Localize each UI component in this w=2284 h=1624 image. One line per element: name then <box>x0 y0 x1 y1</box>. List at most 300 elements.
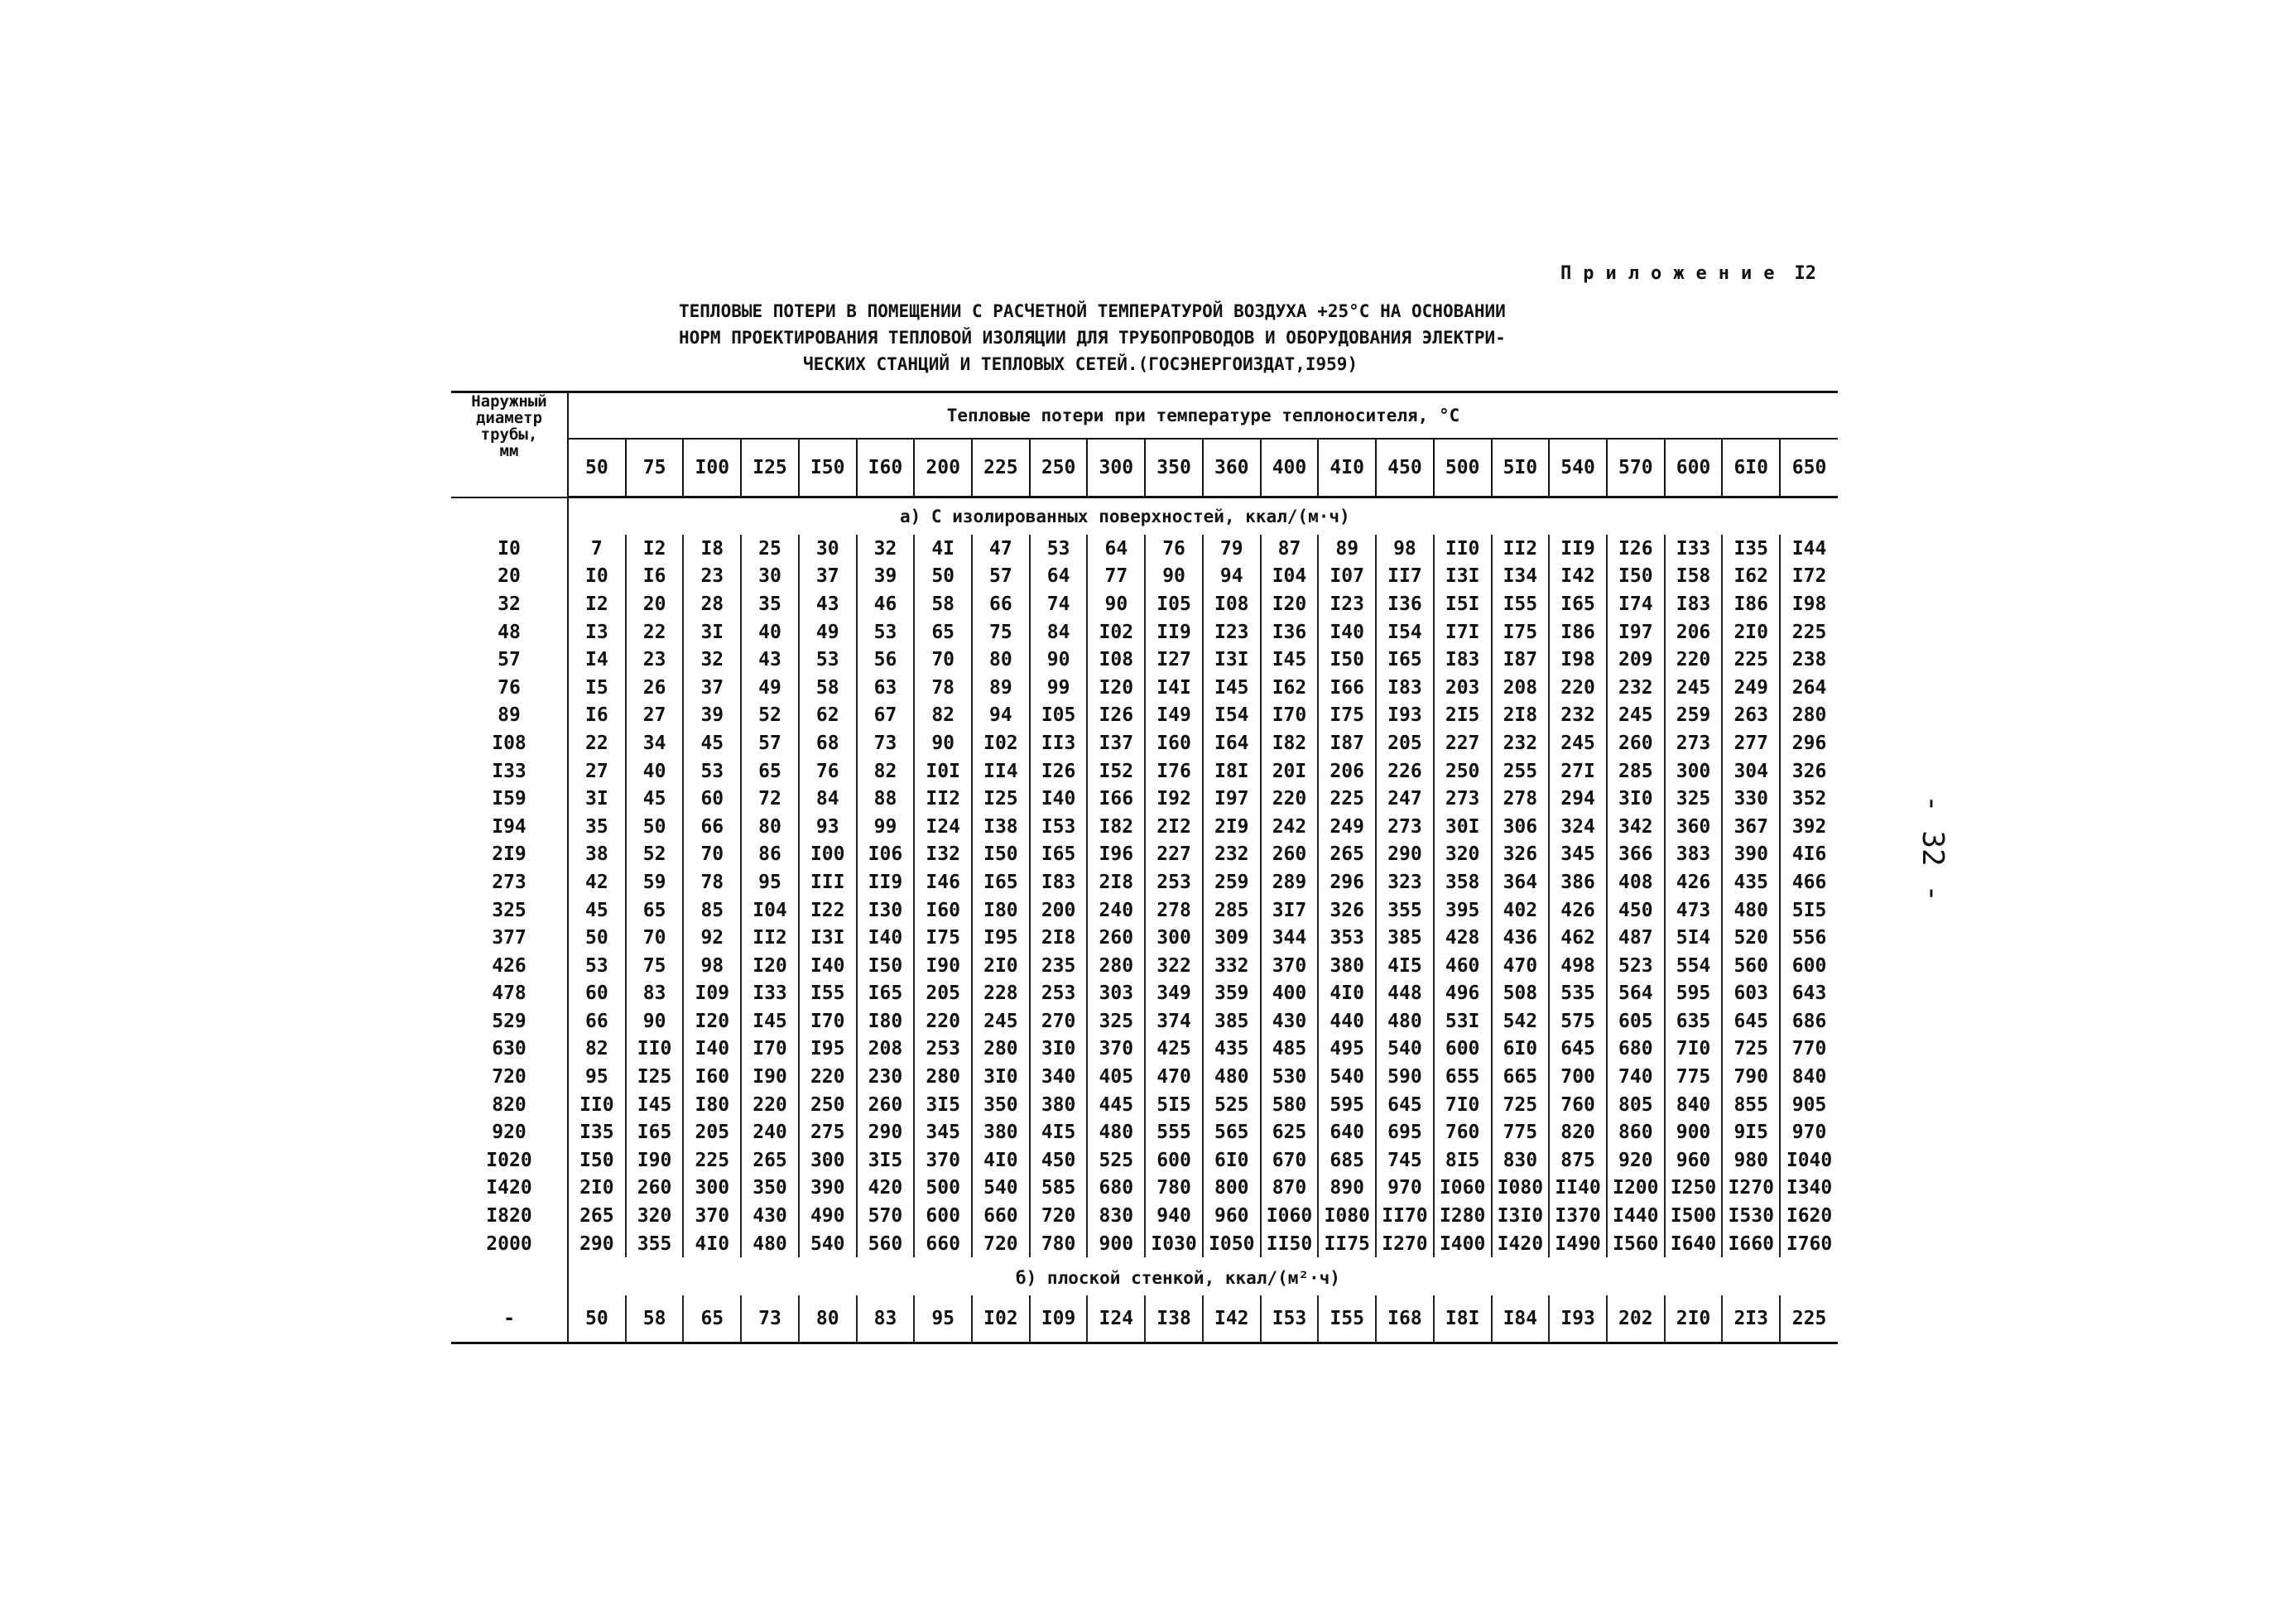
heat-loss-cell: 56 <box>857 646 915 674</box>
heat-loss-cell: 325 <box>1087 1007 1145 1035</box>
heat-loss-cell: 65 <box>741 757 799 786</box>
heat-loss-cell: 2I0 <box>579 1177 614 1199</box>
diameter-cell: - <box>451 1295 568 1343</box>
heat-loss-cell: 278 <box>1145 896 1203 925</box>
heat-loss-cell: I440 <box>1607 1202 1665 1230</box>
temperature-header-cell: 75 <box>626 439 684 497</box>
heat-loss-cell: I40 <box>799 952 857 980</box>
heat-loss-cell: 385 <box>1376 924 1434 952</box>
diameter-cell: 273 <box>451 868 568 896</box>
heat-loss-cell: I70 <box>1261 702 1319 730</box>
heat-loss-cell: I72 <box>1780 563 1838 591</box>
heat-loss-cell: I46 <box>914 868 972 896</box>
table-row <box>451 1146 1838 1175</box>
heat-loss-cell: I83 <box>1030 868 1088 896</box>
heat-loss-cell: I58 <box>1665 563 1723 591</box>
heat-loss-cell: I06 <box>857 841 915 869</box>
heat-loss-cell: I09 <box>683 980 741 1008</box>
table-row <box>451 563 1838 591</box>
heat-loss-cell: 53 <box>585 954 608 977</box>
appendix-word: Приложение <box>1560 263 1786 284</box>
heat-loss-cell: 79 <box>1203 535 1261 563</box>
heat-loss-cell: I8 <box>683 535 741 563</box>
heat-loss-cell: I90 <box>741 1063 799 1091</box>
heat-loss-cell: I0 <box>585 565 608 588</box>
heat-loss-cell: 370 <box>1087 1035 1145 1064</box>
heat-loss-cell: 480 <box>1722 896 1780 925</box>
heat-loss-cell: I65 <box>972 868 1030 896</box>
heat-loss-cell: 383 <box>1665 841 1723 869</box>
heat-loss-cell: II9 <box>1145 618 1203 646</box>
corner-line: трубы, <box>480 425 538 444</box>
table-row <box>451 841 1838 869</box>
heat-loss-cell: 45 <box>626 785 684 813</box>
diameter-cell: 377 <box>451 924 568 952</box>
heat-loss-cell: II70 <box>1376 1202 1434 1230</box>
heat-loss-cell: 686 <box>1780 1007 1838 1035</box>
heat-loss-cell: II0 <box>626 1035 684 1064</box>
heat-loss-cell: 498 <box>1549 952 1607 980</box>
heat-loss-cell: 560 <box>1722 952 1780 980</box>
heat-loss-cell: I640 <box>1665 1230 1723 1258</box>
heat-loss-cell: 75 <box>972 618 1030 646</box>
heat-loss-cell: 225 <box>683 1146 741 1175</box>
heat-loss-cell: 535 <box>1549 980 1607 1008</box>
heat-loss-cell: I54 <box>1376 618 1434 646</box>
heat-loss-cell: 280 <box>1780 702 1838 730</box>
heat-loss-cell: 50 <box>568 1295 626 1343</box>
heat-loss-cell: 980 <box>1722 1146 1780 1175</box>
heat-loss-cell: I3I <box>799 924 857 952</box>
heat-loss-cell: I33 <box>1665 535 1723 563</box>
heat-loss-cell: 830 <box>1492 1146 1550 1175</box>
title-line-3: ЧЕСКИХ СТАНЦИЙ И ТЕПЛОВЫХ СЕТЕЙ.(ГОСЭНЕРГОИЗДАТ,I959) <box>803 354 1358 374</box>
heat-loss-cell: 265 <box>579 1205 614 1228</box>
heat-loss-cell: 47 <box>972 535 1030 563</box>
heat-loss-cell: 635 <box>1665 1007 1723 1035</box>
heat-loss-cell: 595 <box>1665 980 1723 1008</box>
heat-loss-cell: I74 <box>1607 590 1665 618</box>
heat-loss-cell: 82 <box>585 1038 608 1060</box>
heat-loss-cell: I80 <box>857 1007 915 1035</box>
heat-loss-cell: I95 <box>799 1035 857 1064</box>
heat-loss-cell: 800 <box>1203 1175 1261 1203</box>
heat-loss-cell: 43 <box>799 590 857 618</box>
heat-loss-cell: 232 <box>1607 674 1665 702</box>
heat-loss-cell: I98 <box>1549 646 1607 674</box>
heat-loss-cell: 64 <box>1087 535 1145 563</box>
heat-loss-cell: I45 <box>1261 646 1319 674</box>
heat-loss-cell: 366 <box>1607 841 1665 869</box>
heat-loss-cell: 428 <box>1434 924 1492 952</box>
section-b-caption-row <box>451 1261 1838 1295</box>
heat-loss-cell: 640 <box>1318 1118 1376 1146</box>
heat-loss-cell: 76 <box>799 757 857 786</box>
heat-loss-cell: II0 <box>1434 535 1492 563</box>
heat-loss-cell: I84 <box>1492 1295 1550 1343</box>
corner-line: Наружный <box>471 392 547 411</box>
heat-loss-cell: I3 <box>585 621 608 643</box>
heat-loss-cell: I83 <box>1665 590 1723 618</box>
heat-loss-cell: 240 <box>741 1118 799 1146</box>
heat-loss-cell: I54 <box>1203 702 1261 730</box>
heat-loss-cell: 342 <box>1607 813 1665 841</box>
heat-loss-cell: 260 <box>1607 729 1665 757</box>
heat-loss-cell: I34 <box>1492 563 1550 591</box>
heat-loss-cell: I26 <box>1607 535 1665 563</box>
heat-loss-cell: 2I2 <box>1145 813 1203 841</box>
heat-loss-cell: 3I7 <box>1261 896 1319 925</box>
heat-loss-cell: 359 <box>1203 980 1261 1008</box>
heat-loss-cell: 30 <box>799 535 857 563</box>
heat-loss-cell: 325 <box>1665 785 1723 813</box>
heat-loss-cell: 242 <box>1261 813 1319 841</box>
heat-loss-cell: 260 <box>1261 841 1319 869</box>
heat-loss-cell: 28 <box>683 590 741 618</box>
heat-loss-cell: 4I0 <box>972 1146 1030 1175</box>
heat-loss-cell: I64 <box>1203 729 1261 757</box>
temperature-group-header: Тепловые потери при температуре теплоносителя, °С <box>568 392 1838 440</box>
heat-loss-cell: 94 <box>972 702 1030 730</box>
heat-loss-cell: 98 <box>1376 535 1434 563</box>
heat-loss-cell: I55 <box>799 980 857 1008</box>
heat-loss-cell: 93 <box>799 813 857 841</box>
heat-loss-cell: I24 <box>1087 1295 1145 1343</box>
heat-loss-cell: I04 <box>1261 563 1319 591</box>
table-row <box>451 813 1838 841</box>
heat-loss-cell: 84 <box>799 785 857 813</box>
heat-loss-cell: I370 <box>1549 1202 1607 1230</box>
section-a-body <box>451 497 1838 1258</box>
heat-loss-cell: 220 <box>799 1063 857 1091</box>
heat-loss-cell: 700 <box>1549 1063 1607 1091</box>
heat-loss-cell: I97 <box>1607 618 1665 646</box>
heat-loss-cell: III <box>799 868 857 896</box>
heat-loss-cell: 426 <box>1549 896 1607 925</box>
heat-loss-cell: 3I0 <box>1607 785 1665 813</box>
heat-loss-cell: II2 <box>1492 535 1550 563</box>
heat-loss-cell: 4I <box>914 535 972 563</box>
heat-loss-cell: 6I0 <box>1492 1035 1550 1064</box>
heat-loss-cell: I060 <box>1261 1202 1319 1230</box>
heat-loss-cell: 9I5 <box>1722 1118 1780 1146</box>
heat-loss-cell: I55 <box>1492 590 1550 618</box>
heat-loss-cell: 670 <box>1261 1146 1319 1175</box>
heat-loss-cell: I35 <box>579 1122 614 1144</box>
heat-loss-cell: 3I <box>585 788 608 810</box>
heat-loss-cell: 3I5 <box>857 1146 915 1175</box>
heat-loss-cell: 600 <box>1145 1146 1203 1175</box>
heat-loss-cell: I23 <box>1203 618 1261 646</box>
heat-loss-cell: 240 <box>1087 896 1145 925</box>
heat-loss-cell: 875 <box>1549 1146 1607 1175</box>
heat-loss-cell: 3I0 <box>1030 1035 1088 1064</box>
heat-loss-cell: I26 <box>1030 757 1088 786</box>
heat-loss-cell: 40 <box>626 757 684 786</box>
heat-loss-cell: 370 <box>1261 952 1319 980</box>
heat-loss-cell: 345 <box>1549 841 1607 869</box>
heat-loss-cell: 480 <box>1203 1063 1261 1091</box>
table-row <box>451 896 1838 925</box>
heat-loss-cell: 760 <box>1434 1118 1492 1146</box>
heat-loss-cell: 259 <box>1665 702 1723 730</box>
heat-loss-cell: 405 <box>1087 1063 1145 1091</box>
heat-loss-cell: 30I <box>1434 813 1492 841</box>
heat-loss-cell: 68 <box>799 729 857 757</box>
heat-loss-cell: 296 <box>1318 868 1376 896</box>
heat-loss-cell: 58 <box>799 674 857 702</box>
heat-loss-cell: 265 <box>741 1146 799 1175</box>
heat-loss-cell: 42 <box>585 871 608 893</box>
heat-loss-cell: 260 <box>626 1175 684 1203</box>
heat-loss-cell: I3I <box>1434 563 1492 591</box>
heat-loss-cell: I02 <box>972 729 1030 757</box>
heat-loss-cell: I60 <box>914 896 972 925</box>
heat-loss-cell: 480 <box>1087 1118 1145 1146</box>
heat-loss-cell: I760 <box>1780 1230 1838 1258</box>
heat-loss-cell: 645 <box>1376 1091 1434 1119</box>
heat-loss-cell: 263 <box>1722 702 1780 730</box>
table-row <box>451 646 1838 674</box>
heat-loss-cell: 300 <box>683 1175 741 1203</box>
heat-loss-cell: 350 <box>972 1091 1030 1119</box>
heat-loss-cell: I20 <box>741 952 799 980</box>
title-line-2: НОРМ ПРОЕКТИРОВАНИЯ ТЕПЛОВОЙ ИЗОЛЯЦИИ ДЛЯ ТРУБОПРОВОДОВ И ОБОРУДОВАНИЯ ЭЛЕКТРИ- <box>679 328 1506 348</box>
heat-loss-cell: 249 <box>1722 674 1780 702</box>
heat-loss-cell: I76 <box>1145 757 1203 786</box>
heat-loss-cell: 66 <box>585 1010 608 1032</box>
heat-loss-cell: 89 <box>1318 535 1376 563</box>
heat-loss-cell: I500 <box>1665 1202 1723 1230</box>
heat-loss-cell: 680 <box>1607 1035 1665 1064</box>
heat-loss-cell: 90 <box>626 1007 684 1035</box>
heat-loss-cell: 600 <box>1434 1035 1492 1064</box>
heat-loss-cell: 26 <box>626 674 684 702</box>
heat-loss-cell: 540 <box>1376 1035 1434 1064</box>
heat-loss-cell: 665 <box>1492 1063 1550 1091</box>
heat-loss-cell: 65 <box>626 896 684 925</box>
heat-loss-cell: I32 <box>914 841 972 869</box>
heat-loss-cell: I80 <box>972 896 1030 925</box>
heat-loss-cell: 23 <box>626 646 684 674</box>
heat-loss-cell: 40 <box>741 618 799 646</box>
heat-loss-cell: 50 <box>585 927 608 949</box>
heat-loss-cell: 52 <box>626 841 684 869</box>
heat-loss-cell: 805 <box>1607 1091 1665 1119</box>
temperature-header-cell: 4I0 <box>1318 439 1376 497</box>
table-row <box>451 674 1838 702</box>
heat-loss-cell: I50 <box>579 1149 614 1171</box>
heat-loss-cell: 320 <box>626 1202 684 1230</box>
heat-loss-cell: I200 <box>1607 1175 1665 1203</box>
heat-loss-cell: I66 <box>1318 674 1376 702</box>
heat-loss-cell: 85 <box>683 896 741 925</box>
heat-loss-cell: I80 <box>683 1091 741 1119</box>
heat-loss-cell: 4I0 <box>683 1230 741 1258</box>
heat-loss-cell: 23 <box>683 563 741 591</box>
heat-loss-cell: 60 <box>683 785 741 813</box>
heat-loss-cell: 600 <box>1780 952 1838 980</box>
heat-loss-cell: 78 <box>683 868 741 896</box>
heat-loss-cell: 520 <box>1722 924 1780 952</box>
heat-loss-cell: 830 <box>1087 1202 1145 1230</box>
temperature-header-cell: 300 <box>1087 439 1145 497</box>
heat-loss-cell: 232 <box>1203 841 1261 869</box>
heat-loss-cell: 3I0 <box>972 1063 1030 1091</box>
heat-loss-cell: 745 <box>1376 1146 1434 1175</box>
heat-loss-cell: 840 <box>1780 1063 1838 1091</box>
heat-loss-cell: 253 <box>1145 868 1203 896</box>
temperature-header-cell: 225 <box>972 439 1030 497</box>
appendix-number: I2 <box>1794 263 1816 284</box>
heat-loss-cell: 324 <box>1549 813 1607 841</box>
heat-loss-cell: I22 <box>799 896 857 925</box>
heat-loss-cell: 462 <box>1549 924 1607 952</box>
heat-loss-cell: I68 <box>1376 1295 1434 1343</box>
heat-loss-cell: I50 <box>1607 563 1665 591</box>
heat-loss-cell: 695 <box>1376 1118 1434 1146</box>
heat-loss-cell: I60 <box>1145 729 1203 757</box>
temperature-header-cell: 650 <box>1780 439 1838 497</box>
heat-loss-cell: 75 <box>626 952 684 980</box>
heat-loss-cell: 392 <box>1780 813 1838 841</box>
heat-loss-cell: 680 <box>1087 1175 1145 1203</box>
heat-loss-cell: 245 <box>1665 674 1723 702</box>
heat-loss-cell: 255 <box>1492 757 1550 786</box>
table-row <box>451 785 1838 813</box>
heat-loss-cell: 360 <box>1665 813 1723 841</box>
heat-loss-cell: 64 <box>1030 563 1088 591</box>
heat-loss-cell: 643 <box>1780 980 1838 1008</box>
heat-loss-cell: 99 <box>1030 674 1088 702</box>
heat-loss-cell: 5I5 <box>1145 1091 1203 1119</box>
heat-loss-cell: 57 <box>741 729 799 757</box>
heat-loss-cell: 508 <box>1492 980 1550 1008</box>
temperature-header-cell: 400 <box>1261 439 1319 497</box>
heat-loss-cell: 82 <box>857 757 915 786</box>
heat-loss-cell: 86 <box>741 841 799 869</box>
heat-loss-cell: 358 <box>1434 868 1492 896</box>
heat-loss-cell: 275 <box>799 1118 857 1146</box>
table-row <box>451 590 1838 618</box>
heat-loss-cell: 82 <box>914 702 972 730</box>
heat-loss-cell: 303 <box>1087 980 1145 1008</box>
heat-loss-cell: II50 <box>1261 1230 1319 1258</box>
heat-loss-cell: 485 <box>1261 1035 1319 1064</box>
heat-loss-cell: I40 <box>1030 785 1088 813</box>
heat-loss-cell: 208 <box>857 1035 915 1064</box>
heat-loss-cell: I45 <box>626 1091 684 1119</box>
heat-loss-cell: 600 <box>914 1202 972 1230</box>
section-b-body <box>451 1257 1838 1343</box>
heat-loss-cell: I040 <box>1780 1146 1838 1175</box>
table-row <box>451 535 1838 563</box>
heat-loss-cell: I45 <box>741 1007 799 1035</box>
heat-loss-cell: 725 <box>1492 1091 1550 1119</box>
heat-loss-cell: 88 <box>857 785 915 813</box>
empty-cell <box>451 1261 568 1295</box>
temperature-header-cell: I50 <box>799 439 857 497</box>
heat-loss-cell: I20 <box>1261 590 1319 618</box>
heat-loss-cell: 70 <box>683 841 741 869</box>
heat-loss-cell: I66 <box>1087 785 1145 813</box>
heat-loss-cell: I8I <box>1203 757 1261 786</box>
diameter-cell: 720 <box>451 1063 568 1091</box>
heat-loss-cell: I5 <box>585 676 608 699</box>
heat-loss-cell: 487 <box>1607 924 1665 952</box>
heat-loss-cell: 228 <box>972 980 1030 1008</box>
heat-loss-cell: 37 <box>683 674 741 702</box>
heat-loss-cell: I87 <box>1318 729 1376 757</box>
heat-loss-cell: 374 <box>1145 1007 1203 1035</box>
table-row-flat-wall <box>451 1295 1838 1343</box>
diameter-cell: I420 <box>451 1175 568 1203</box>
heat-loss-cell: 840 <box>1665 1091 1723 1119</box>
heat-loss-cell: 496 <box>1434 980 1492 1008</box>
heat-loss-cell: I08 <box>1087 646 1145 674</box>
heat-loss-cell: 22 <box>585 732 608 754</box>
heat-loss-cell: 27 <box>585 760 608 782</box>
heat-loss-cell: I060 <box>1434 1175 1492 1203</box>
heat-loss-cell: 225 <box>1318 785 1376 813</box>
heat-loss-cell: 5I5 <box>1780 896 1838 925</box>
heat-loss-cell: I26 <box>1087 702 1145 730</box>
heat-loss-cell: II2 <box>741 924 799 952</box>
heat-loss-cell: 60 <box>585 983 608 1005</box>
table-row <box>451 1118 1838 1146</box>
heat-loss-cell: 770 <box>1780 1035 1838 1064</box>
heat-loss-cell: II40 <box>1549 1175 1607 1203</box>
heat-loss-cell: 345 <box>914 1118 972 1146</box>
heat-loss-cell: I38 <box>1145 1295 1203 1343</box>
table-row <box>451 1202 1838 1230</box>
heat-loss-cell: 725 <box>1722 1035 1780 1064</box>
heat-loss-cell: 220 <box>914 1007 972 1035</box>
heat-loss-cell: 238 <box>1780 646 1838 674</box>
heat-loss-cell: I20 <box>683 1007 741 1035</box>
heat-loss-cell: I02 <box>972 1295 1030 1343</box>
diameter-cell: 2000 <box>451 1230 568 1258</box>
heat-loss-cell: 2I9 <box>1203 813 1261 841</box>
heat-loss-cell: I90 <box>626 1146 684 1175</box>
heat-loss-cell: I75 <box>1492 618 1550 646</box>
heat-loss-cell: 309 <box>1203 924 1261 952</box>
heat-loss-cell: 296 <box>1780 729 1838 757</box>
heat-loss-cell: 273 <box>1376 813 1434 841</box>
heat-loss-cell: 46 <box>857 590 915 618</box>
heat-loss-cell: II75 <box>1318 1230 1376 1258</box>
heat-loss-cell: 330 <box>1722 785 1780 813</box>
heat-loss-cell: 390 <box>799 1175 857 1203</box>
heat-loss-cell: 232 <box>1549 702 1607 730</box>
heat-loss-cell: I050 <box>1203 1230 1261 1258</box>
heat-loss-cell: 530 <box>1261 1063 1319 1091</box>
heat-loss-cell: 490 <box>799 1202 857 1230</box>
heat-loss-cell: 300 <box>1665 757 1723 786</box>
temperature-header-row <box>451 439 1838 497</box>
heat-loss-cell: I50 <box>972 841 1030 869</box>
heat-loss-cell: 95 <box>741 868 799 896</box>
heat-loss-cell: 52 <box>741 702 799 730</box>
heat-loss-cell: 30 <box>741 563 799 591</box>
heat-loss-cell: I340 <box>1780 1175 1838 1203</box>
temperature-header-cell: 570 <box>1607 439 1665 497</box>
heat-loss-cell: 90 <box>1087 590 1145 618</box>
heat-loss-cell: 63 <box>857 674 915 702</box>
heat-loss-cell: I49 <box>1145 702 1203 730</box>
heat-loss-cell: 74 <box>1030 590 1088 618</box>
heat-loss-cell: 294 <box>1549 785 1607 813</box>
